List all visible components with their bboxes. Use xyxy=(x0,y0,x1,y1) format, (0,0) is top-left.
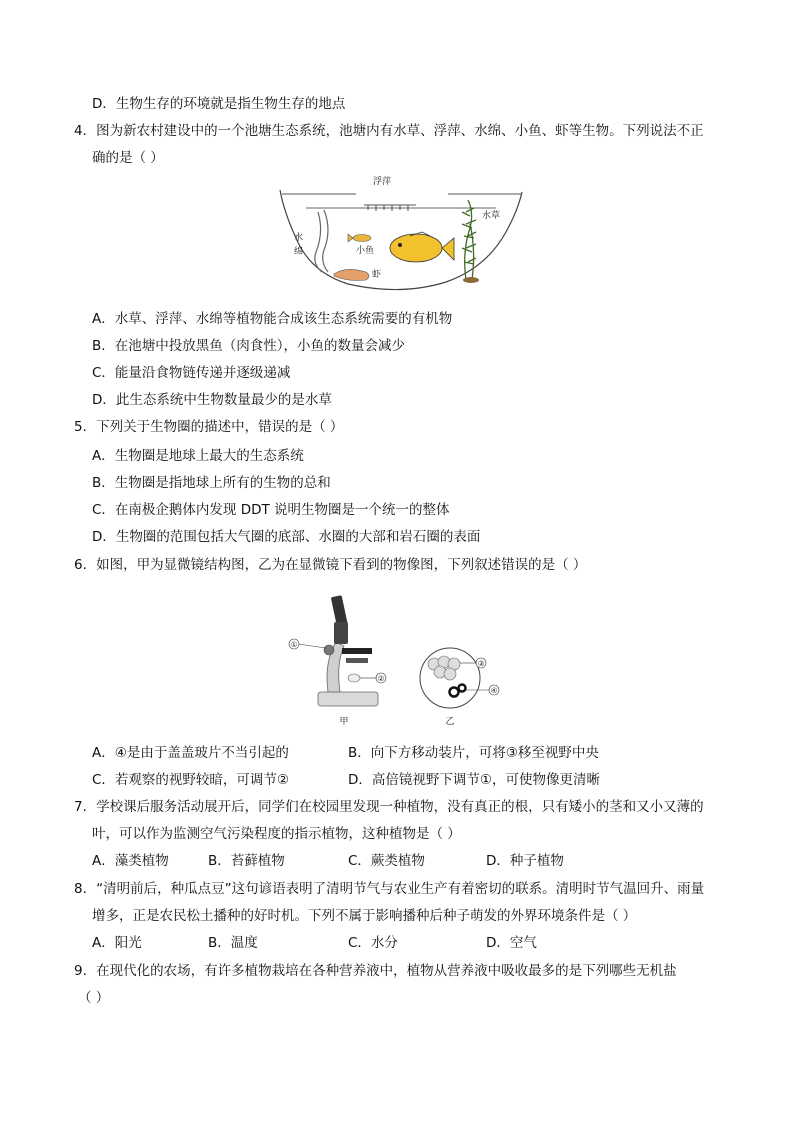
q7-option-c: C．蕨类植物 xyxy=(348,853,425,869)
q8-stem-line2: 增多，正是农民松土播种的好时机。下列不属于影响播种后种子萌发的外界环境条件是（ ） xyxy=(92,908,637,924)
q4-stem-line2: 确的是（ ） xyxy=(92,150,164,166)
q8-option-b: B．温度 xyxy=(208,935,258,951)
q4-option-a: A．水草、浮萍、水绵等植物能合成该生态系统需要的有机物 xyxy=(92,311,453,327)
q4-option-c: C．能量沿食物链传递并逐级递减 xyxy=(92,365,291,381)
q7-stem-line2: 叶，可以作为监测空气污染程度的指示植物，这种植物是（ ） xyxy=(92,826,461,842)
q3-option-d: D．生物生存的环境就是指生物生存的地点 xyxy=(92,96,346,112)
q9-stem-line2: （ ） xyxy=(78,990,110,1006)
q5-option-a: A．生物圈是地球上最大的生态系统 xyxy=(92,448,304,464)
q6-option-b: B．向下方移动装片，可将③移至视野中央 xyxy=(348,745,599,761)
q5-option-c: C．在南极企鹅体内发现 DDT 说明生物圈是一个统一的整体 xyxy=(92,502,450,518)
label-3: ③ xyxy=(477,659,485,668)
q8-stem-line1: 8．“清明前后，种瓜点豆”这句谚语表明了清明节气与农业生产有着密切的联系。清明时节气温回升、雨量 xyxy=(74,881,705,897)
q6-option-c: C．若观察的视野较暗，可调节② xyxy=(92,772,290,788)
q6-option-a: A．④是由于盖盖玻片不当引起的 xyxy=(92,745,289,761)
q4-option-b: B．在池塘中投放黑鱼（肉食性），小鱼的数量会减少 xyxy=(92,338,406,354)
shrimp-label: 虾 xyxy=(372,270,382,280)
label-4: ④ xyxy=(490,686,498,695)
figure-yi-label: 乙 xyxy=(445,717,455,727)
q5-stem: 5．下列关于生物圈的描述中，错误的是（ ） xyxy=(74,419,344,435)
microscope-figure xyxy=(284,592,514,732)
label-1: ① xyxy=(290,640,298,649)
spirogyra-label-1: 水 xyxy=(294,233,304,243)
duckweed-label: 浮萍 xyxy=(373,177,392,187)
q7-stem-line1: 7．学校课后服务活动展开后，同学们在校园里发现一种植物，没有真正的根，只有矮小的茎和又小又薄的 xyxy=(74,799,704,815)
q8-option-c: C．水分 xyxy=(348,935,398,951)
q4-option-d: D．此生态系统中生物数量最少的是水草 xyxy=(92,392,332,408)
q6-option-d: D．高倍镜视野下调节①，可使物像更清晰 xyxy=(348,772,600,788)
small-fish-label: 小鱼 xyxy=(356,246,375,256)
q7-option-d: D．种子植物 xyxy=(486,853,564,869)
q9-stem-line1: 9．在现代化的农场，有许多植物栽培在各种营养液中，植物从营养液中吸收最多的是下列哪些无机盐 xyxy=(74,963,677,979)
figure-jia-label: 甲 xyxy=(339,717,349,727)
label-2: ② xyxy=(377,674,385,683)
q5-option-b: B．生物圈是指地球上所有的生物的总和 xyxy=(92,475,331,491)
water-weed-label: 水草 xyxy=(482,211,501,221)
q8-option-d: D．空气 xyxy=(486,935,537,951)
q7-option-b: B．苔藓植物 xyxy=(208,853,285,869)
pond-ecosystem-figure xyxy=(276,172,526,300)
q8-option-a: A．阳光 xyxy=(92,935,142,951)
q4-stem-line1: 4．图为新农村建设中的一个池塘生态系统，池塘内有水草、浮萍、水绵、小鱼、虾等生物。下列说法不正 xyxy=(74,123,704,139)
q7-option-a: A．藻类植物 xyxy=(92,853,169,869)
spirogyra-label-2: 绵 xyxy=(294,247,304,257)
q6-stem: 6．如图，甲为显微镜结构图，乙为在显微镜下看到的物像图，下列叙述错误的是（ ） xyxy=(74,557,587,573)
q5-option-d: D．生物圈的范围包括大气圈的底部、水圈的大部和岩石圈的表面 xyxy=(92,529,481,545)
